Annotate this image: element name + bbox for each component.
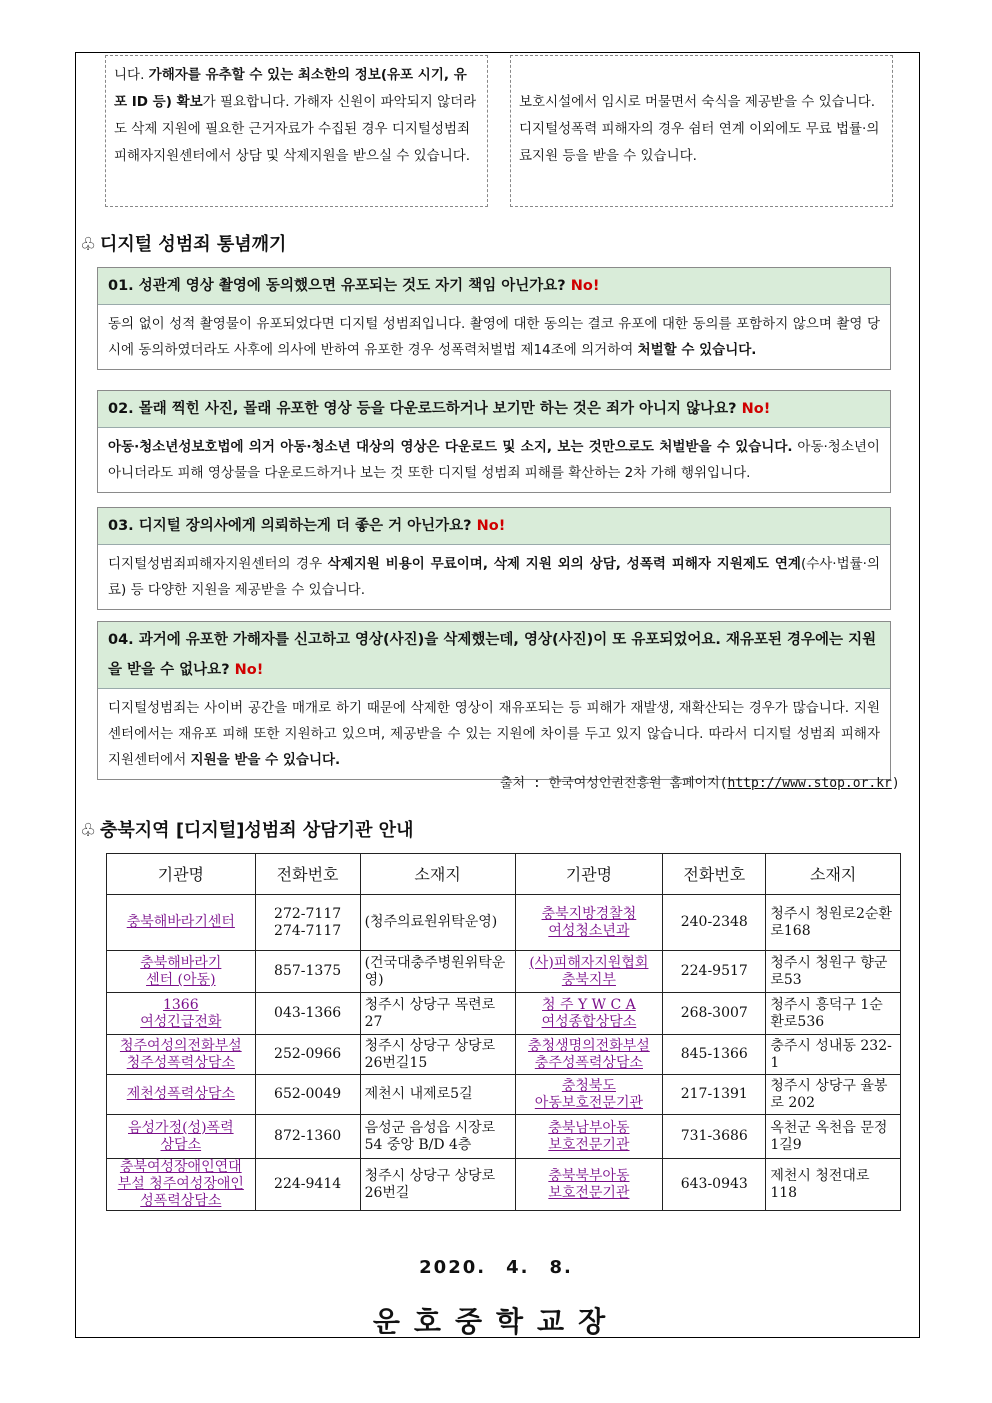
agency-address: 제천시 내제로5길 (360, 1075, 515, 1115)
agency-phone: 272-7117 274-7117 (255, 895, 360, 951)
date-day: 8. (549, 1257, 573, 1278)
school-signature: 운호중학교장 (372, 1305, 620, 1338)
table-header-cell: 소재지 (766, 854, 901, 895)
agency-phone: 731-3686 (663, 1115, 766, 1159)
agency-phone: 845-1366 (663, 1035, 766, 1075)
agency-phone: 217-1391 (663, 1075, 766, 1115)
agency-name-link[interactable]: 음성가정(성)폭력 상담소 (107, 1115, 256, 1159)
question-text: 01. 성관계 영상 촬영에 동의했으면 유포되는 것도 자기 책임 아닌가요? (108, 278, 566, 294)
table-header-cell: 소재지 (360, 854, 515, 895)
table-header-cell: 기관명 (107, 854, 256, 895)
agency-phone: 652-0049 (255, 1075, 360, 1115)
no-badge: No! (476, 518, 506, 534)
myth-item (97, 267, 891, 370)
source-link[interactable]: http://www.stop.or.kr (727, 776, 892, 791)
agency-name-link[interactable]: 제천성폭력상담소 (107, 1075, 256, 1115)
agency-phone: 043-1366 (255, 993, 360, 1035)
table-row (107, 1115, 901, 1159)
agency-name-link[interactable]: (사)피해자지원협회 충북지부 (515, 951, 663, 993)
answer-bold-text: 지원을 받을 수 있습니다. (190, 752, 341, 768)
answer-bold-text: 삭제지원 비용이 무료이며, 삭제 지원 외의 상담, 성폭력 피해자 지원제도 연계 (327, 556, 801, 572)
agency-name-link[interactable]: 충북해바라기센터 (107, 895, 256, 951)
agency-phone: 872-1360 (255, 1115, 360, 1159)
date-month: 4. (506, 1257, 530, 1278)
info-text: 가 필요합니다. 가해자 신원이 파악되지 않더라도 삭제 지원에 필요한 근거자료가 수집된 경우 디지털성범죄피해자지원센터에서 상담 및 삭제지원을 받으실 수 있습니다. (114, 94, 477, 164)
section-title-text: 충북지역 [디지털]성범죄 상담기관 안내 (100, 820, 414, 841)
agency-address: 청주시 상당구 목련로 27 (360, 993, 515, 1035)
myth-answer (98, 545, 890, 609)
question-text: 02. 몰래 찍힌 사진, 몰래 유포한 영상 등을 다운로드하거나 보기만 하는 것은 죄가 아니지 않나요? (108, 401, 737, 417)
myth-item (97, 390, 891, 493)
table-row (107, 1159, 901, 1211)
source-prefix: 출처 : 한국여성인권진흥원 홈페이지( (500, 776, 728, 791)
table-header-cell: 기관명 (515, 854, 663, 895)
agency-name-link[interactable]: 충청생명의전화부설 충주성폭력상담소 (515, 1035, 663, 1075)
answer-text: 디지털성범죄는 사이버 공간을 매개로 하기 때문에 삭제한 영상이 재유포되는 등 피해가 재발생, 재확산되는 경우가 많습니다. 지원센터에서는 재유포 피해 또한 지원하고 있으며, 제공받을 수 있는 지원에 차이를 두고 있지 않습니다. 따라서 디지털 성범죄 피해자 지원센터에서 (108, 700, 880, 768)
table-header-cell: 전화번호 (663, 854, 766, 895)
answer-text: 아동·청소년이 아니더라도 피해 영상물을 다운로드하거나 보는 것 또한 디지털 성범죄 피해를 확산하는 2차 가해 행위입니다. (108, 439, 880, 481)
agency-phone: 252-0966 (255, 1035, 360, 1075)
agency-name-link[interactable]: 충북북부아동 보호전문기관 (515, 1159, 663, 1211)
source-suffix: ) (891, 776, 900, 791)
answer-text: 동의 없이 성적 촬영물이 유포되었다면 디지털 성범죄입니다. 촬영에 대한 동의는 결코 유포에 대한 동의를 포함하지 않으며 촬영 당시에 동의하였더라도 사후에 의사에 반하여 유포한 경우 성폭력처벌법 제14조에 의거하여 (108, 316, 880, 358)
agency-name-link[interactable]: 충북여성장애인연대 부설 청주여성장애인 성폭력상담소 (107, 1159, 256, 1211)
agency-name-link[interactable]: 청 주 Y W C A 여성종합상담소 (515, 993, 663, 1035)
agency-name-link[interactable]: 충북지방경찰청 여성청소년과 (515, 895, 663, 951)
info-text: 니다. (114, 67, 149, 83)
agency-address: 제천시 청전대로118 (766, 1159, 901, 1211)
agency-phone: 857-1375 (255, 951, 360, 993)
agency-address: 청주시 상당구 율봉로 202 (766, 1075, 901, 1115)
agency-phone: 224-9517 (663, 951, 766, 993)
info-box-right (510, 55, 893, 207)
myth-item (97, 621, 891, 780)
info-box-left (105, 55, 488, 207)
info-bold-text: 가해자를 유추할 수 있는 최소한의 정보(유포 시기, 유포 ID 등) 확보 (114, 67, 467, 110)
answer-bold-text: 아동·청소년성보호법에 의거 아동·청소년 대상의 영상은 다운로드 및 소지, 보는 것만으로도 처벌받을 수 있습니다. (108, 439, 793, 455)
no-badge: No! (570, 278, 600, 294)
answer-text: (수사·법률·의료) 등 다양한 지원을 제공받을 수 있습니다. (108, 556, 880, 598)
source-note (500, 772, 900, 791)
table-row (107, 895, 901, 951)
agency-address: 청주시 청원구 향군로53 (766, 951, 901, 993)
table-row (107, 951, 901, 993)
table-header-row (107, 854, 901, 895)
agency-phone: 240-2348 (663, 895, 766, 951)
question-text: 03. 디지털 장의사에게 의뢰하는게 더 좋은 거 아닌가요? (108, 518, 472, 534)
agency-address: 청주시 흥덕구 1순환로536 (766, 993, 901, 1035)
agency-address: (청주의료원위탁운영) (360, 895, 515, 951)
agency-address: 옥천군 옥천읍 문정1길9 (766, 1115, 901, 1159)
answer-bold-text: 처벌할 수 있습니다. (637, 342, 757, 358)
agency-table (106, 853, 901, 1211)
myth-answer (98, 689, 890, 779)
agency-address: 충주시 성내동 232-1 (766, 1035, 901, 1075)
agency-name-link[interactable]: 충북남부아동 보호전문기관 (515, 1115, 663, 1159)
agency-name-link[interactable]: 청주여성의전화부설 청주성폭력상담소 (107, 1035, 256, 1075)
table-header-cell: 전화번호 (255, 854, 360, 895)
agency-address: 청주시 상당구 상당로 26번길15 (360, 1035, 515, 1075)
question-text: 04. 과거에 유포한 가해자를 신고하고 영상(사진)을 삭제했는데, 영상(사진)이 또 유포되었어요. 재유포된 경우에는 지원을 받을 수 없나요? (108, 632, 877, 678)
no-badge: No! (234, 662, 264, 678)
agency-name-link[interactable]: 충청북도 아동보호전문기관 (515, 1075, 663, 1115)
agency-phone: 268-3007 (663, 993, 766, 1035)
agency-phone: 643-0943 (663, 1159, 766, 1211)
date-year: 2020. (419, 1257, 487, 1278)
myth-question (98, 268, 890, 305)
club-icon: ♧ (80, 820, 97, 841)
section-title-text: 디지털 성범죄 통념깨기 (100, 234, 287, 255)
document-date (0, 1257, 992, 1278)
agency-address: 청주시 상당구 상당로 26번길 (360, 1159, 515, 1211)
club-icon: ♧ (80, 234, 97, 255)
table-row (107, 1075, 901, 1115)
myth-question (98, 508, 890, 545)
myth-answer (98, 305, 890, 369)
table-row (107, 993, 901, 1035)
no-badge: No! (741, 401, 771, 417)
myth-question (98, 622, 890, 689)
agency-address: 청주시 청원로2순환로168 (766, 895, 901, 951)
agency-name-link[interactable]: 충북해바라기 센터 (아동) (107, 951, 256, 993)
table-row (107, 1035, 901, 1075)
myth-answer (98, 428, 890, 492)
info-text: 보호시설에서 임시로 머물면서 숙식을 제공받을 수 있습니다. 디지털성폭력 피해자의 경우 쉼터 연계 이외에도 무료 법률·의료지원 등을 받을 수 있습니다. (519, 94, 880, 164)
myth-item (97, 507, 891, 610)
section-title-myths (80, 230, 286, 256)
agency-name-link[interactable]: 1366 여성긴급전화 (107, 993, 256, 1035)
myth-question (98, 391, 890, 428)
answer-text: 디지털성범죄피해자지원센터의 경우 (108, 556, 328, 572)
agency-address: (건국대충주병원위탁운영) (360, 951, 515, 993)
agency-phone: 224-9414 (255, 1159, 360, 1211)
agency-address: 음성군 음성읍 시장로 54 중앙 B/D 4층 (360, 1115, 515, 1159)
section-title-agencies (80, 816, 413, 842)
